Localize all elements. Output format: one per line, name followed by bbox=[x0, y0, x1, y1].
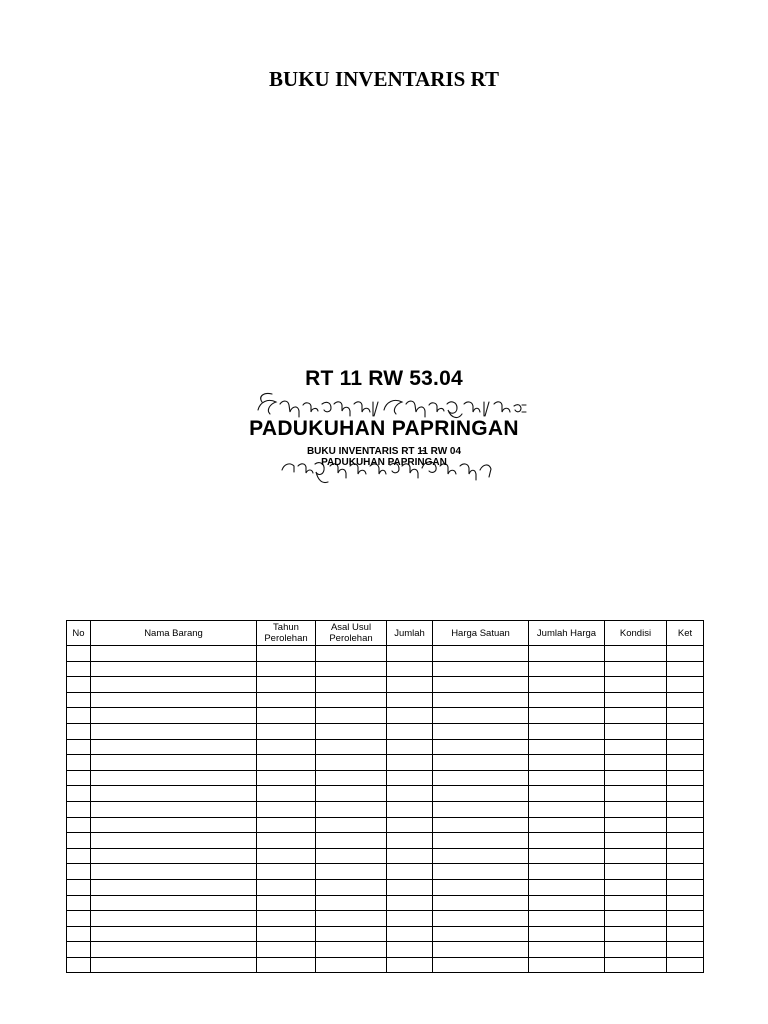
table-cell bbox=[387, 957, 433, 973]
table-cell bbox=[433, 708, 529, 724]
table-cell bbox=[316, 723, 387, 739]
table-cell bbox=[433, 801, 529, 817]
table-cell bbox=[387, 723, 433, 739]
table-cell bbox=[387, 755, 433, 771]
table-cell bbox=[91, 723, 257, 739]
table-cell bbox=[67, 957, 91, 973]
column-header-line: Perolehan bbox=[264, 633, 308, 644]
table-cell bbox=[257, 786, 316, 802]
table-row bbox=[67, 817, 704, 833]
table-cell bbox=[257, 692, 316, 708]
cover-subtitle-line-1: BUKU INVENTARIS RT 11 RW 04 bbox=[306, 446, 462, 457]
table-cell bbox=[433, 817, 529, 833]
table-cell bbox=[529, 817, 605, 833]
table-cell bbox=[257, 755, 316, 771]
table-cell bbox=[91, 692, 257, 708]
table-cell bbox=[667, 942, 704, 958]
table-cell bbox=[257, 911, 316, 927]
table-cell bbox=[316, 646, 387, 662]
table-cell bbox=[91, 739, 257, 755]
table-row bbox=[67, 739, 704, 755]
inventory-table-body bbox=[67, 646, 704, 973]
table-cell bbox=[91, 926, 257, 942]
table-cell bbox=[387, 801, 433, 817]
table-cell bbox=[433, 677, 529, 693]
table-cell bbox=[667, 957, 704, 973]
table-cell bbox=[529, 723, 605, 739]
table-cell bbox=[667, 879, 704, 895]
table-cell bbox=[91, 864, 257, 880]
table-cell bbox=[433, 848, 529, 864]
table-row bbox=[67, 864, 704, 880]
table-cell bbox=[529, 864, 605, 880]
column-header-harga-satuan: Harga Satuan bbox=[433, 621, 529, 646]
table-cell bbox=[433, 739, 529, 755]
column-header-ket: Ket bbox=[667, 621, 704, 646]
table-cell bbox=[67, 677, 91, 693]
table-cell bbox=[257, 895, 316, 911]
table-cell bbox=[316, 848, 387, 864]
table-cell bbox=[67, 926, 91, 942]
table-cell bbox=[91, 879, 257, 895]
table-cell bbox=[257, 957, 316, 973]
table-cell bbox=[667, 739, 704, 755]
inventory-table bbox=[66, 620, 704, 973]
table-cell bbox=[316, 864, 387, 880]
table-cell bbox=[529, 879, 605, 895]
table-cell bbox=[667, 723, 704, 739]
table-cell bbox=[433, 957, 529, 973]
table-cell bbox=[91, 817, 257, 833]
table-cell bbox=[257, 817, 316, 833]
table-cell bbox=[91, 786, 257, 802]
table-cell bbox=[257, 833, 316, 849]
table-cell bbox=[605, 755, 667, 771]
table-cell bbox=[387, 646, 433, 662]
table-cell bbox=[433, 879, 529, 895]
table-cell bbox=[67, 770, 91, 786]
table-cell bbox=[433, 926, 529, 942]
table-cell bbox=[91, 677, 257, 693]
table-cell bbox=[67, 786, 91, 802]
table-cell bbox=[67, 848, 91, 864]
column-header-line: Perolehan bbox=[329, 633, 373, 644]
table-cell bbox=[605, 723, 667, 739]
table-cell bbox=[67, 755, 91, 771]
table-row bbox=[67, 926, 704, 942]
table-cell bbox=[667, 786, 704, 802]
column-header-tahun-perolehan bbox=[257, 621, 316, 646]
table-cell bbox=[67, 723, 91, 739]
table-row bbox=[67, 755, 704, 771]
table-cell bbox=[605, 801, 667, 817]
table-cell bbox=[667, 926, 704, 942]
table-cell bbox=[387, 661, 433, 677]
column-header-line: Tahun bbox=[273, 622, 299, 633]
table-cell bbox=[387, 770, 433, 786]
table-cell bbox=[67, 864, 91, 880]
table-cell bbox=[316, 926, 387, 942]
table-cell bbox=[91, 848, 257, 864]
table-cell bbox=[433, 895, 529, 911]
table-cell bbox=[605, 661, 667, 677]
table-row bbox=[67, 708, 704, 724]
table-cell bbox=[67, 801, 91, 817]
table-cell bbox=[605, 646, 667, 662]
table-cell bbox=[605, 942, 667, 958]
table-cell bbox=[667, 833, 704, 849]
table-cell bbox=[433, 755, 529, 771]
table-cell bbox=[257, 708, 316, 724]
table-cell bbox=[316, 879, 387, 895]
table-cell bbox=[67, 692, 91, 708]
table-cell bbox=[605, 786, 667, 802]
table-cell bbox=[605, 957, 667, 973]
table-cell bbox=[316, 833, 387, 849]
table-cell bbox=[257, 723, 316, 739]
table-row bbox=[67, 879, 704, 895]
table-cell bbox=[667, 708, 704, 724]
table-cell bbox=[257, 770, 316, 786]
table-row bbox=[67, 911, 704, 927]
table-cell bbox=[387, 848, 433, 864]
table-cell bbox=[387, 911, 433, 927]
table-cell bbox=[91, 957, 257, 973]
table-cell bbox=[605, 770, 667, 786]
table-cell bbox=[605, 926, 667, 942]
table-cell bbox=[387, 677, 433, 693]
document-title: BUKU INVENTARIS RT bbox=[269, 67, 499, 91]
table-cell bbox=[316, 801, 387, 817]
table-cell bbox=[529, 692, 605, 708]
table-cell bbox=[529, 895, 605, 911]
table-cell bbox=[433, 864, 529, 880]
table-row bbox=[67, 646, 704, 662]
table-cell bbox=[529, 708, 605, 724]
table-cell bbox=[387, 833, 433, 849]
table-cell bbox=[316, 942, 387, 958]
table-cell bbox=[605, 895, 667, 911]
table-cell bbox=[605, 739, 667, 755]
table-cell bbox=[433, 833, 529, 849]
table-cell bbox=[91, 770, 257, 786]
table-cell bbox=[529, 677, 605, 693]
table-cell bbox=[316, 786, 387, 802]
table-cell bbox=[387, 708, 433, 724]
table-cell bbox=[529, 755, 605, 771]
table-cell bbox=[605, 817, 667, 833]
table-cell bbox=[529, 833, 605, 849]
table-cell bbox=[433, 786, 529, 802]
table-cell bbox=[67, 708, 91, 724]
table-row bbox=[67, 833, 704, 849]
table-cell bbox=[529, 848, 605, 864]
table-cell bbox=[529, 926, 605, 942]
table-cell bbox=[67, 895, 91, 911]
table-cell bbox=[257, 942, 316, 958]
table-row bbox=[67, 677, 704, 693]
table-cell bbox=[529, 770, 605, 786]
table-cell bbox=[257, 879, 316, 895]
table-cell bbox=[667, 911, 704, 927]
table-cell bbox=[529, 661, 605, 677]
table-cell bbox=[387, 817, 433, 833]
table-cell bbox=[257, 801, 316, 817]
table-cell bbox=[667, 801, 704, 817]
table-cell bbox=[667, 848, 704, 864]
table-cell bbox=[316, 739, 387, 755]
table-cell bbox=[387, 692, 433, 708]
table-cell bbox=[387, 879, 433, 895]
table-cell bbox=[529, 646, 605, 662]
table-cell bbox=[316, 817, 387, 833]
table-cell bbox=[91, 708, 257, 724]
table-cell bbox=[605, 708, 667, 724]
table-cell bbox=[529, 942, 605, 958]
table-cell bbox=[667, 692, 704, 708]
table-row bbox=[67, 692, 704, 708]
table-cell bbox=[257, 677, 316, 693]
table-cell bbox=[605, 848, 667, 864]
table-cell bbox=[433, 646, 529, 662]
table-cell bbox=[605, 864, 667, 880]
table-cell bbox=[433, 661, 529, 677]
table-cell bbox=[605, 911, 667, 927]
column-header-asal-usul-perolehan bbox=[316, 621, 387, 646]
table-cell bbox=[91, 755, 257, 771]
column-header-jumlah: Jumlah bbox=[387, 621, 433, 646]
table-cell bbox=[529, 786, 605, 802]
table-cell bbox=[316, 708, 387, 724]
table-row bbox=[67, 801, 704, 817]
table-cell bbox=[91, 895, 257, 911]
table-cell bbox=[605, 692, 667, 708]
table-cell bbox=[316, 895, 387, 911]
column-header-nama-barang: Nama Barang bbox=[91, 621, 257, 646]
table-cell bbox=[316, 692, 387, 708]
table-cell bbox=[67, 911, 91, 927]
table-cell bbox=[667, 661, 704, 677]
table-row bbox=[67, 895, 704, 911]
table-cell bbox=[67, 661, 91, 677]
table-cell bbox=[91, 801, 257, 817]
table-cell bbox=[91, 646, 257, 662]
table-cell bbox=[316, 661, 387, 677]
table-cell bbox=[91, 661, 257, 677]
table-row bbox=[67, 661, 704, 677]
table-cell bbox=[257, 646, 316, 662]
table-cell bbox=[529, 911, 605, 927]
table-cell bbox=[433, 770, 529, 786]
table-cell bbox=[605, 833, 667, 849]
table-cell bbox=[667, 864, 704, 880]
table-cell bbox=[67, 879, 91, 895]
column-header-line: Asal Usul bbox=[330, 622, 372, 633]
table-cell bbox=[433, 911, 529, 927]
table-cell bbox=[67, 817, 91, 833]
table-cell bbox=[605, 879, 667, 895]
table-cell bbox=[257, 848, 316, 864]
table-cell bbox=[67, 739, 91, 755]
column-header-kondisi: Kondisi bbox=[605, 621, 667, 646]
table-cell bbox=[529, 739, 605, 755]
table-row bbox=[67, 957, 704, 973]
table-cell bbox=[316, 755, 387, 771]
table-cell bbox=[91, 833, 257, 849]
table-cell bbox=[257, 661, 316, 677]
table-row bbox=[67, 786, 704, 802]
table-cell bbox=[91, 911, 257, 927]
table-row bbox=[67, 942, 704, 958]
table-cell bbox=[316, 911, 387, 927]
table-cell bbox=[667, 817, 704, 833]
table-cell bbox=[257, 864, 316, 880]
table-cell bbox=[257, 739, 316, 755]
table-cell bbox=[67, 942, 91, 958]
column-header-jumlah-harga: Jumlah Harga bbox=[529, 621, 605, 646]
table-cell bbox=[433, 942, 529, 958]
table-cell bbox=[667, 895, 704, 911]
table-cell bbox=[667, 755, 704, 771]
column-header-no: No bbox=[67, 621, 91, 646]
table-cell bbox=[257, 926, 316, 942]
table-cell bbox=[316, 957, 387, 973]
table-cell bbox=[529, 801, 605, 817]
table-cell bbox=[667, 770, 704, 786]
table-cell bbox=[667, 646, 704, 662]
table-cell bbox=[433, 692, 529, 708]
table-cell bbox=[67, 833, 91, 849]
table-row bbox=[67, 723, 704, 739]
table-cell bbox=[387, 926, 433, 942]
table-cell bbox=[387, 895, 433, 911]
padukuhan-heading: PADUKUHAN PAPRINGAN bbox=[249, 417, 519, 440]
table-cell bbox=[529, 957, 605, 973]
table-cell bbox=[387, 739, 433, 755]
cover-subtitle-line-2: PADUKUHAN PAPRINGAN bbox=[321, 457, 447, 468]
table-cell bbox=[316, 677, 387, 693]
table-cell bbox=[387, 864, 433, 880]
table-cell bbox=[67, 646, 91, 662]
table-cell bbox=[667, 677, 704, 693]
table-cell bbox=[387, 942, 433, 958]
table-cell bbox=[91, 942, 257, 958]
table-header-row bbox=[67, 621, 704, 646]
table-cell bbox=[316, 770, 387, 786]
table-cell bbox=[605, 677, 667, 693]
rt-rw-heading: RT 11 RW 53.04 bbox=[305, 367, 463, 390]
table-row bbox=[67, 848, 704, 864]
table-row bbox=[67, 770, 704, 786]
table-cell bbox=[433, 723, 529, 739]
table-cell bbox=[387, 786, 433, 802]
